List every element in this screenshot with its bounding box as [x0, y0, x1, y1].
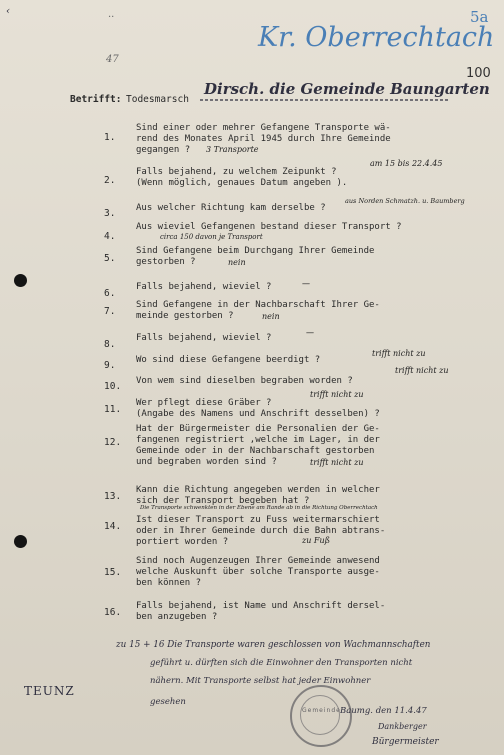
question-number: 12.: [104, 437, 122, 448]
question-text: Falls bejahend, wieviel ?: [136, 282, 272, 292]
question-text: Ist dieser Transport zu Fuss weitermarschiert: [136, 515, 380, 525]
answer-handwritten: —: [306, 328, 314, 337]
subject-handwritten: Dirsch. die Gemeinde Baungarten: [204, 80, 490, 98]
question-number: 2.: [104, 175, 116, 186]
answer-handwritten: aus Norden Schmatzh. u. Baumberg: [345, 197, 465, 205]
question-text: welche Auskunft über solche Transporte ausge-: [136, 567, 380, 577]
question-text: Sind einer oder mehrer Gefangene Transporte wä-: [136, 123, 391, 133]
question-text: oder in Ihrer Gemeinde durch die Bahn abtrans-: [136, 526, 386, 536]
official-stamp: [290, 685, 352, 747]
question-number: 13.: [104, 491, 122, 502]
answer-handwritten: trifft nicht zu: [310, 458, 364, 467]
answer-handwritten: nein: [262, 312, 280, 321]
question-text: Sind noch Augenzeugen Ihrer Gemeinde anwesend: [136, 556, 380, 566]
question-number: 6.: [104, 288, 116, 299]
question-text: Aus welcher Richtung kam derselbe ?: [136, 203, 326, 213]
answer-handwritten: nein: [228, 258, 246, 267]
question-text: portiert worden ?: [136, 537, 229, 547]
corner-mark-left: ‹: [6, 6, 10, 17]
question-text: gestorben ?: [136, 257, 196, 267]
answer-handwritten: —: [302, 279, 310, 288]
answer-handwritten: trifft nicht zu: [395, 366, 449, 375]
subject-typed: Todesmarsch: [126, 94, 189, 105]
question-text: Wo sind diese Gefangene beerdigt ?: [136, 355, 321, 365]
pencil-mark: 47: [106, 54, 119, 65]
question-text: Hat der Bürgermeister die Personalien der Ge-: [136, 424, 380, 434]
answer-handwritten: trifft nicht zu: [372, 349, 426, 358]
question-number: 3.: [104, 208, 116, 219]
page-number: 100: [466, 66, 491, 81]
question-text: (Angabe des Namens und Anschrift desselben) ?: [136, 409, 380, 419]
margin-mark: TEUNZ: [24, 684, 75, 698]
question-number: 11.: [104, 404, 122, 415]
footer-note-line: zu 15 + 16 Die Transporte waren geschlossen von Wachmannschaften: [116, 640, 431, 650]
question-text: Aus wieviel Gefangenen bestand dieser Transport ?: [136, 222, 402, 232]
subject-label: Betrifft:: [70, 94, 122, 105]
question-number: 5.: [104, 253, 116, 264]
corner-mark-right: ··: [108, 12, 115, 23]
answer-handwritten: zu Fuß: [302, 536, 330, 545]
place-date: Baumg. den 11.4.47: [340, 706, 427, 716]
question-number: 16.: [104, 607, 122, 618]
footer-note-line: gesehen: [150, 697, 186, 707]
place-handwritten: Kr. Oberrechtach: [258, 22, 495, 53]
question-number: 14.: [104, 521, 122, 532]
signature: Dankberger: [378, 722, 427, 731]
footer-note-line: nähern. Mit Transporte selbst hat jeder Einwohner: [150, 676, 371, 686]
question-text: Wer pflegt diese Gräber ?: [136, 398, 272, 408]
punch-hole-top: [14, 274, 27, 287]
question-number: 7.: [104, 306, 116, 317]
question-text: (Wenn möglich, genaues Datum angeben ).: [136, 178, 348, 188]
question-text: ben anzugeben ?: [136, 612, 218, 622]
answer-handwritten: trifft nicht zu: [310, 390, 364, 399]
question-text: gegangen ?: [136, 145, 191, 155]
punch-hole-bottom: [14, 535, 27, 548]
question-text: Sind Gefangene beim Durchgang Ihrer Gemeinde: [136, 246, 375, 256]
question-text: und begraben worden sind ?: [136, 457, 277, 467]
answer-handwritten: Die Transporte schwenkten in der Ebene am Rande ab in die Richtung Oberrechtach: [140, 505, 378, 511]
stamp-text: Gemeinde: [302, 707, 341, 714]
signer-title: Bürgermeister: [372, 737, 439, 747]
question-text: Falls bejahend, wieviel ?: [136, 333, 272, 343]
answer-handwritten: am 15 bis 22.4.45: [370, 159, 443, 168]
question-number: 4.: [104, 231, 116, 242]
question-text: Von wem sind dieselben begraben worden ?: [136, 376, 353, 386]
question-text: Falls bejahend, zu welchem Zeipunkt ?: [136, 167, 337, 177]
question-text: Gemeinde oder in der Nachbarschaft gestorben: [136, 446, 375, 456]
subject-underline: [200, 97, 450, 103]
question-text: meinde gestorben ?: [136, 311, 234, 321]
answer-handwritten: 3 Transporte: [206, 145, 259, 154]
question-number: 8.: [104, 339, 116, 350]
question-number: 10.: [104, 381, 122, 392]
footer-note-line: geführt u. dürften sich die Einwohner den Transporten nicht: [150, 658, 413, 668]
question-text: rend des Monates April 1945 durch Ihre Gemeinde: [136, 134, 391, 144]
question-number: 15.: [104, 567, 122, 578]
question-text: Sind Gefangene in der Nachbarschaft Ihrer Ge-: [136, 300, 380, 310]
question-text: Falls bejahend, ist Name und Anschrift dersel-: [136, 601, 386, 611]
answer-handwritten: circa 150 davon je Transport: [160, 233, 263, 241]
question-number: 9.: [104, 360, 116, 371]
question-text: ben können ?: [136, 578, 202, 588]
question-text: sich der Transport begeben hat ?: [136, 496, 310, 506]
page-mark: 5a: [470, 8, 489, 26]
question-number: 1.: [104, 132, 116, 143]
question-text: fangenen registriert ,welche im Lager, in der: [136, 435, 380, 445]
question-text: Kann die Richtung angegeben werden in welcher: [136, 485, 380, 495]
